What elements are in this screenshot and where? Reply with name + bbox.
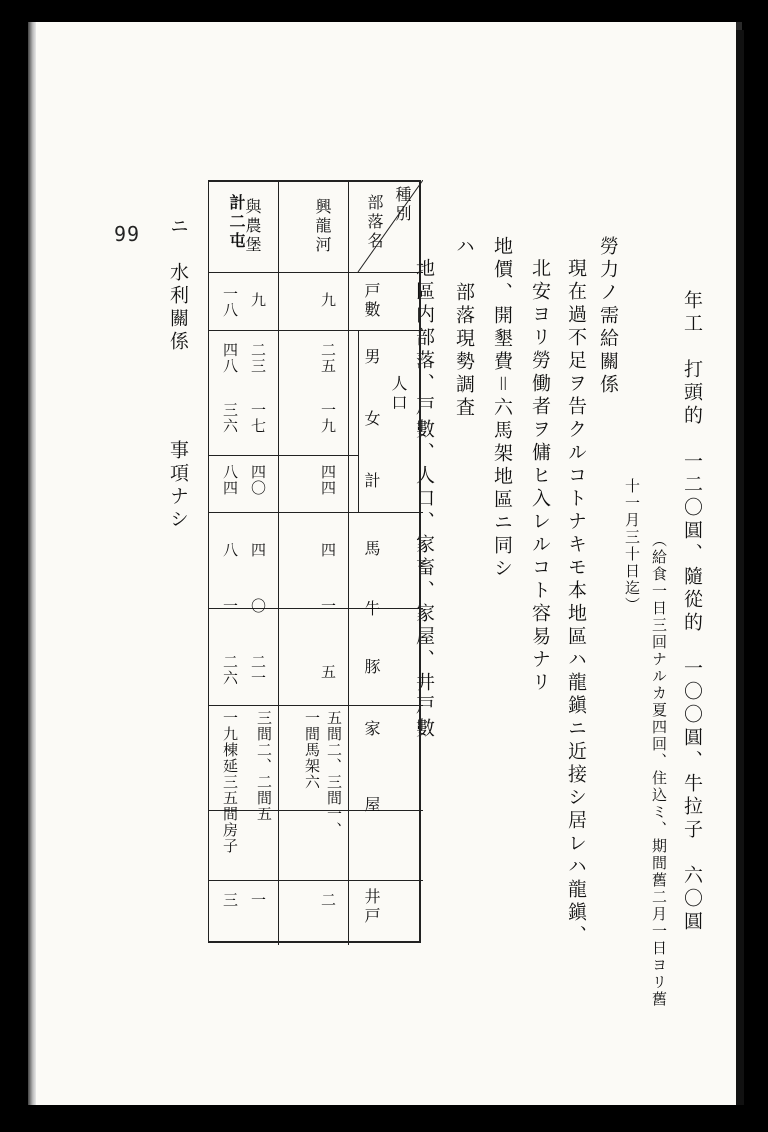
wage-note-1: （給食一日三回ナルカ夏四回、住込ミ、期間舊二月一日ヨリ舊	[650, 532, 668, 1008]
col-population: 人口	[389, 375, 408, 413]
wage-line: 年工 打頭的 一二〇圓、隨從的 一〇〇圓、牛拉子 六〇圓	[681, 290, 703, 934]
row2-female: 一七	[249, 402, 267, 434]
header-corner-top: 種別	[393, 186, 412, 224]
col-wells: 井戸	[362, 888, 381, 926]
col-cattle: 牛	[362, 600, 381, 619]
row3-houses-1: 一九棟延三五間房子	[221, 710, 239, 854]
book-spine	[28, 22, 36, 1105]
col-households: 戸數	[362, 282, 381, 320]
row1-male: 二五	[319, 342, 337, 374]
row3-pig: 二六	[221, 654, 239, 686]
page-edge	[736, 30, 744, 1105]
row1-name: 興龍河	[313, 198, 332, 255]
row3-wells: 三	[221, 892, 239, 908]
row1-households: 九	[319, 292, 337, 308]
village-table	[208, 180, 423, 945]
row2-horse: 四	[249, 542, 267, 558]
row1-houses-1: 五間二、三間一、	[325, 710, 343, 838]
row3-cattle: 一	[221, 598, 239, 614]
land-price-text: 地價、開墾費＝六馬架地區ニ同シ	[491, 236, 513, 581]
row1-houses-2: 一間馬架六	[303, 710, 321, 790]
section-heading-labour: 勞力ノ需給關係	[597, 236, 619, 397]
section-heading-survey: ハ 部落現勢調査	[453, 236, 475, 420]
row3-total: 八四	[221, 464, 239, 496]
row3-horse: 八	[221, 542, 239, 558]
row1-cattle: 一	[319, 598, 337, 614]
row2-cattle: 〇	[249, 598, 267, 614]
row3-households: 一八	[221, 286, 239, 318]
page-number: 99	[114, 222, 141, 246]
row2-total: 四〇	[249, 464, 267, 496]
col-male: 男	[362, 348, 381, 367]
row1-horse: 四	[319, 542, 337, 558]
row2-pig: 二一	[249, 654, 267, 686]
section-heading-water: ニ 水利關係	[167, 216, 189, 354]
wage-note-2: 十一月三十日迄）	[623, 478, 641, 614]
row2-male: 二三	[249, 342, 267, 374]
row1-total: 四四	[319, 464, 337, 496]
labour-text-1: 現在過不足ヲ告クルコトナキモ本地區ハ龍鎭ニ近接シ居レハ龍鎭、	[565, 258, 587, 948]
row2-houses-1: 三間二、二間五	[255, 710, 273, 822]
row1-female: 一九	[319, 402, 337, 434]
row1-wells: 二	[319, 892, 337, 908]
col-pig: 豚	[362, 658, 381, 677]
water-body: 事項ナシ	[167, 440, 189, 532]
col-female: 女	[362, 410, 381, 429]
row1-pig: 五	[319, 664, 337, 680]
col-total: 計	[362, 472, 381, 491]
survey-intro: 地區内部落、戸數、人口、家畜、家屋、井戸數	[413, 258, 435, 741]
row2-name: 與農堡	[243, 198, 262, 255]
row3-female: 三六	[221, 402, 239, 434]
row2-households: 九	[249, 292, 267, 308]
col-houses: 家屋	[362, 720, 381, 872]
labour-text-2: 北安ヨリ勞働者ヲ傭ヒ入レルコト容易ナリ	[529, 258, 551, 695]
row2-wells: 一	[249, 892, 267, 908]
col-horse: 馬	[362, 540, 381, 559]
header-corner-bottom: 部落名	[365, 194, 384, 251]
row3-male: 四八	[221, 342, 239, 374]
row3-name: 計二屯	[227, 194, 246, 251]
